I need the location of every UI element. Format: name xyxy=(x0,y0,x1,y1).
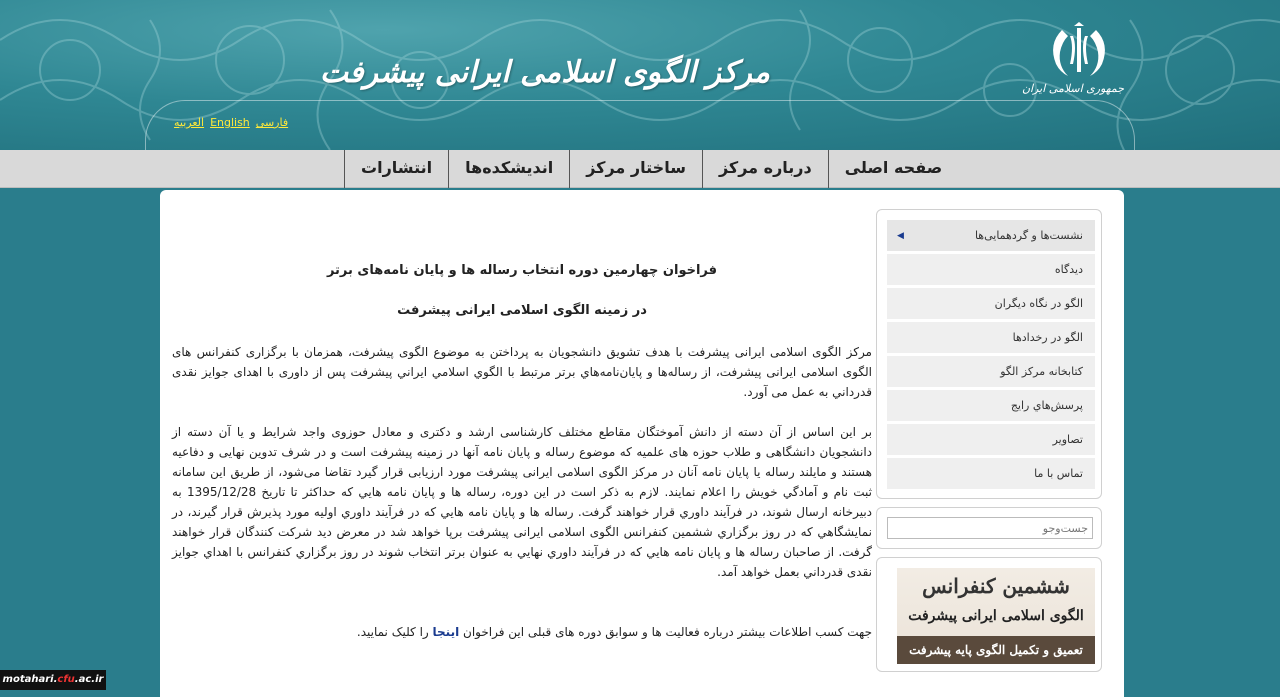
nav-item-structure[interactable]: ساختار مرکز xyxy=(569,150,702,188)
language-links xyxy=(174,116,288,132)
sidebar-item-viewpoint[interactable] xyxy=(887,254,1095,286)
article-title: فراخوان چهارمین دوره انتخاب رساله ها و پایان نامه‌های برتر xyxy=(326,263,718,278)
badge-accent: cfu xyxy=(57,674,75,685)
site-header xyxy=(0,0,1280,150)
badge-end: .ac.ir xyxy=(74,674,104,685)
lang-english-link[interactable]: English xyxy=(210,116,250,129)
sidebar-item-label: نشست‌ها و گردهمایی‌ها xyxy=(974,229,1083,242)
emblem xyxy=(1021,22,1124,106)
nav-items xyxy=(344,150,958,188)
iran-emblem-icon xyxy=(1034,22,1124,82)
article-more-info xyxy=(172,622,872,642)
sidebar-item-label: الگو در رخدادها xyxy=(1012,331,1083,344)
more-info-prefix: جهت کسب اطلاعات بیشتر درباره فعالیت ها و سوابق دوره های قبلی این فراخوان xyxy=(463,625,872,639)
banner-title: ششمین کنفرانس xyxy=(922,574,1070,598)
sidebar-item-label: دیدگاه xyxy=(1054,263,1083,276)
sidebar-item-others-view[interactable] xyxy=(887,288,1095,320)
article-paragraph: بر این اساس از آن دسته از دانش آموختگان مقاطع مختلف کارشناسی ارشد و دکتری و معادل حوزوی واجد شرایط و یا آن دسته از دانشجویان دانشگاهی و طلاب حوزه های علمیه که موضوع رساله و پایان نامه آنها در زمینه پیشرفت است و در شرف تدوین نهایی و دفاعیه هستند و مایلند رساله یا پایان نامه آنان در مرکز الگوی اسلامی ایرانی پیشرفت مورد ارزیابی قرار گیرد تقاضا می‌شود، از طریق این سامانه ثبت نام و آمادگي خويش را اعلام نمايند. لازم به ذکر است در این دوره، رساله ها و پایان نامه هايي كه حداكثر تا تاريخ 1395/12/28 به دبيرخانه ارسال شوند، در فرآيند داوري قرار خواهند گرفت. رساله ها و پایان نامه هايي كه در فرآيند داوري اوليه مورد پذيرش قرار گيرند، در نمايشگاهي كه در روز برگزاري ششمين كنفرانس الگوی اسلامی ایرانی پیشرفت برپا خواهد شد در معرض ديد شركت كنندگان قرار خواهند گرفت. از صاحبان رساله ها و پایان نامه هايي كه در فرآيند داوري نهايي به عنوان برتر انتخاب شوند در روز برگزاري كنفرانس با اهداي جوايز نقدی قدرداني بعمل خواهد آمد. xyxy=(172,425,872,579)
lang-farsi-link[interactable]: فارسی xyxy=(255,116,289,129)
badge-main: motahari. xyxy=(2,674,58,685)
article-paragraph: مرکز الگوی اسلامی ایرانی پیشرفت با هدف تشویق دانشجویان به پرداختن به موضوع الگوی پیشرفت، همزمان با برگزاری کنفرانس های الگوی اسلامی ایرانی پیشرفت، از رساله‌ها و پایان‌نامه‌هاي برتر مرتبط با الگوي اسلامي ايراني پيشرفت پس از داوری با اهدای جوایز نقدی قدرداني به عمل می آورد. xyxy=(172,345,872,399)
main-nav xyxy=(0,150,1280,188)
nav-item-home[interactable]: صفحه اصلی xyxy=(828,150,958,188)
nav-item-about[interactable]: درباره مرکز xyxy=(702,150,828,188)
sidebar-item-label: تماس با ما xyxy=(1034,467,1083,480)
search-input[interactable] xyxy=(887,517,1093,539)
here-link[interactable]: اینجا xyxy=(432,625,460,639)
sidebar-item-label: کتابخانه مرکز الگو xyxy=(1000,365,1083,378)
nav-item-think-tanks[interactable]: اندیشکده‌ها xyxy=(448,150,569,188)
triangle-left-icon: ◀ xyxy=(897,231,904,241)
sidebar-item-meetings[interactable] xyxy=(887,220,1095,252)
article-subtitle: در زمینه الگوی اسلامی ایرانی پیشرفت xyxy=(397,303,647,318)
conference-banner-box xyxy=(876,557,1102,672)
site-watermark-badge xyxy=(0,670,106,690)
banner-tagline: تعمیق و تکمیل الگوی پایه پیشرفت xyxy=(897,636,1095,664)
sidebar-item-images[interactable] xyxy=(887,424,1095,456)
nav-item-publications[interactable]: انتشارات xyxy=(344,150,448,188)
sidebar-item-label: پرسش‌هاي رايج xyxy=(1010,399,1083,412)
sidebar-menu xyxy=(876,209,1102,499)
sidebar-item-library[interactable] xyxy=(887,356,1095,388)
emblem-caption: جمهوری اسلامی ایران xyxy=(1021,82,1124,95)
conference-banner[interactable] xyxy=(897,568,1095,664)
sidebar-item-events[interactable] xyxy=(887,322,1095,354)
search-box xyxy=(876,507,1102,549)
more-info-suffix: را کلیک نمایید. xyxy=(356,625,429,639)
site-title: مرکز الگوی اسلامی ایرانی پیشرفت xyxy=(319,55,770,90)
sidebar-item-contact[interactable] xyxy=(887,458,1095,490)
sidebar-item-faq[interactable] xyxy=(887,390,1095,422)
banner-subtitle: الگوی اسلامی ایرانی پیشرفت xyxy=(908,608,1084,624)
lang-arabic-link[interactable]: العربیه xyxy=(174,116,205,129)
sidebar-item-label: الگو در نگاه دیگران xyxy=(994,297,1083,310)
sidebar-item-label: تصاویر xyxy=(1052,433,1083,446)
